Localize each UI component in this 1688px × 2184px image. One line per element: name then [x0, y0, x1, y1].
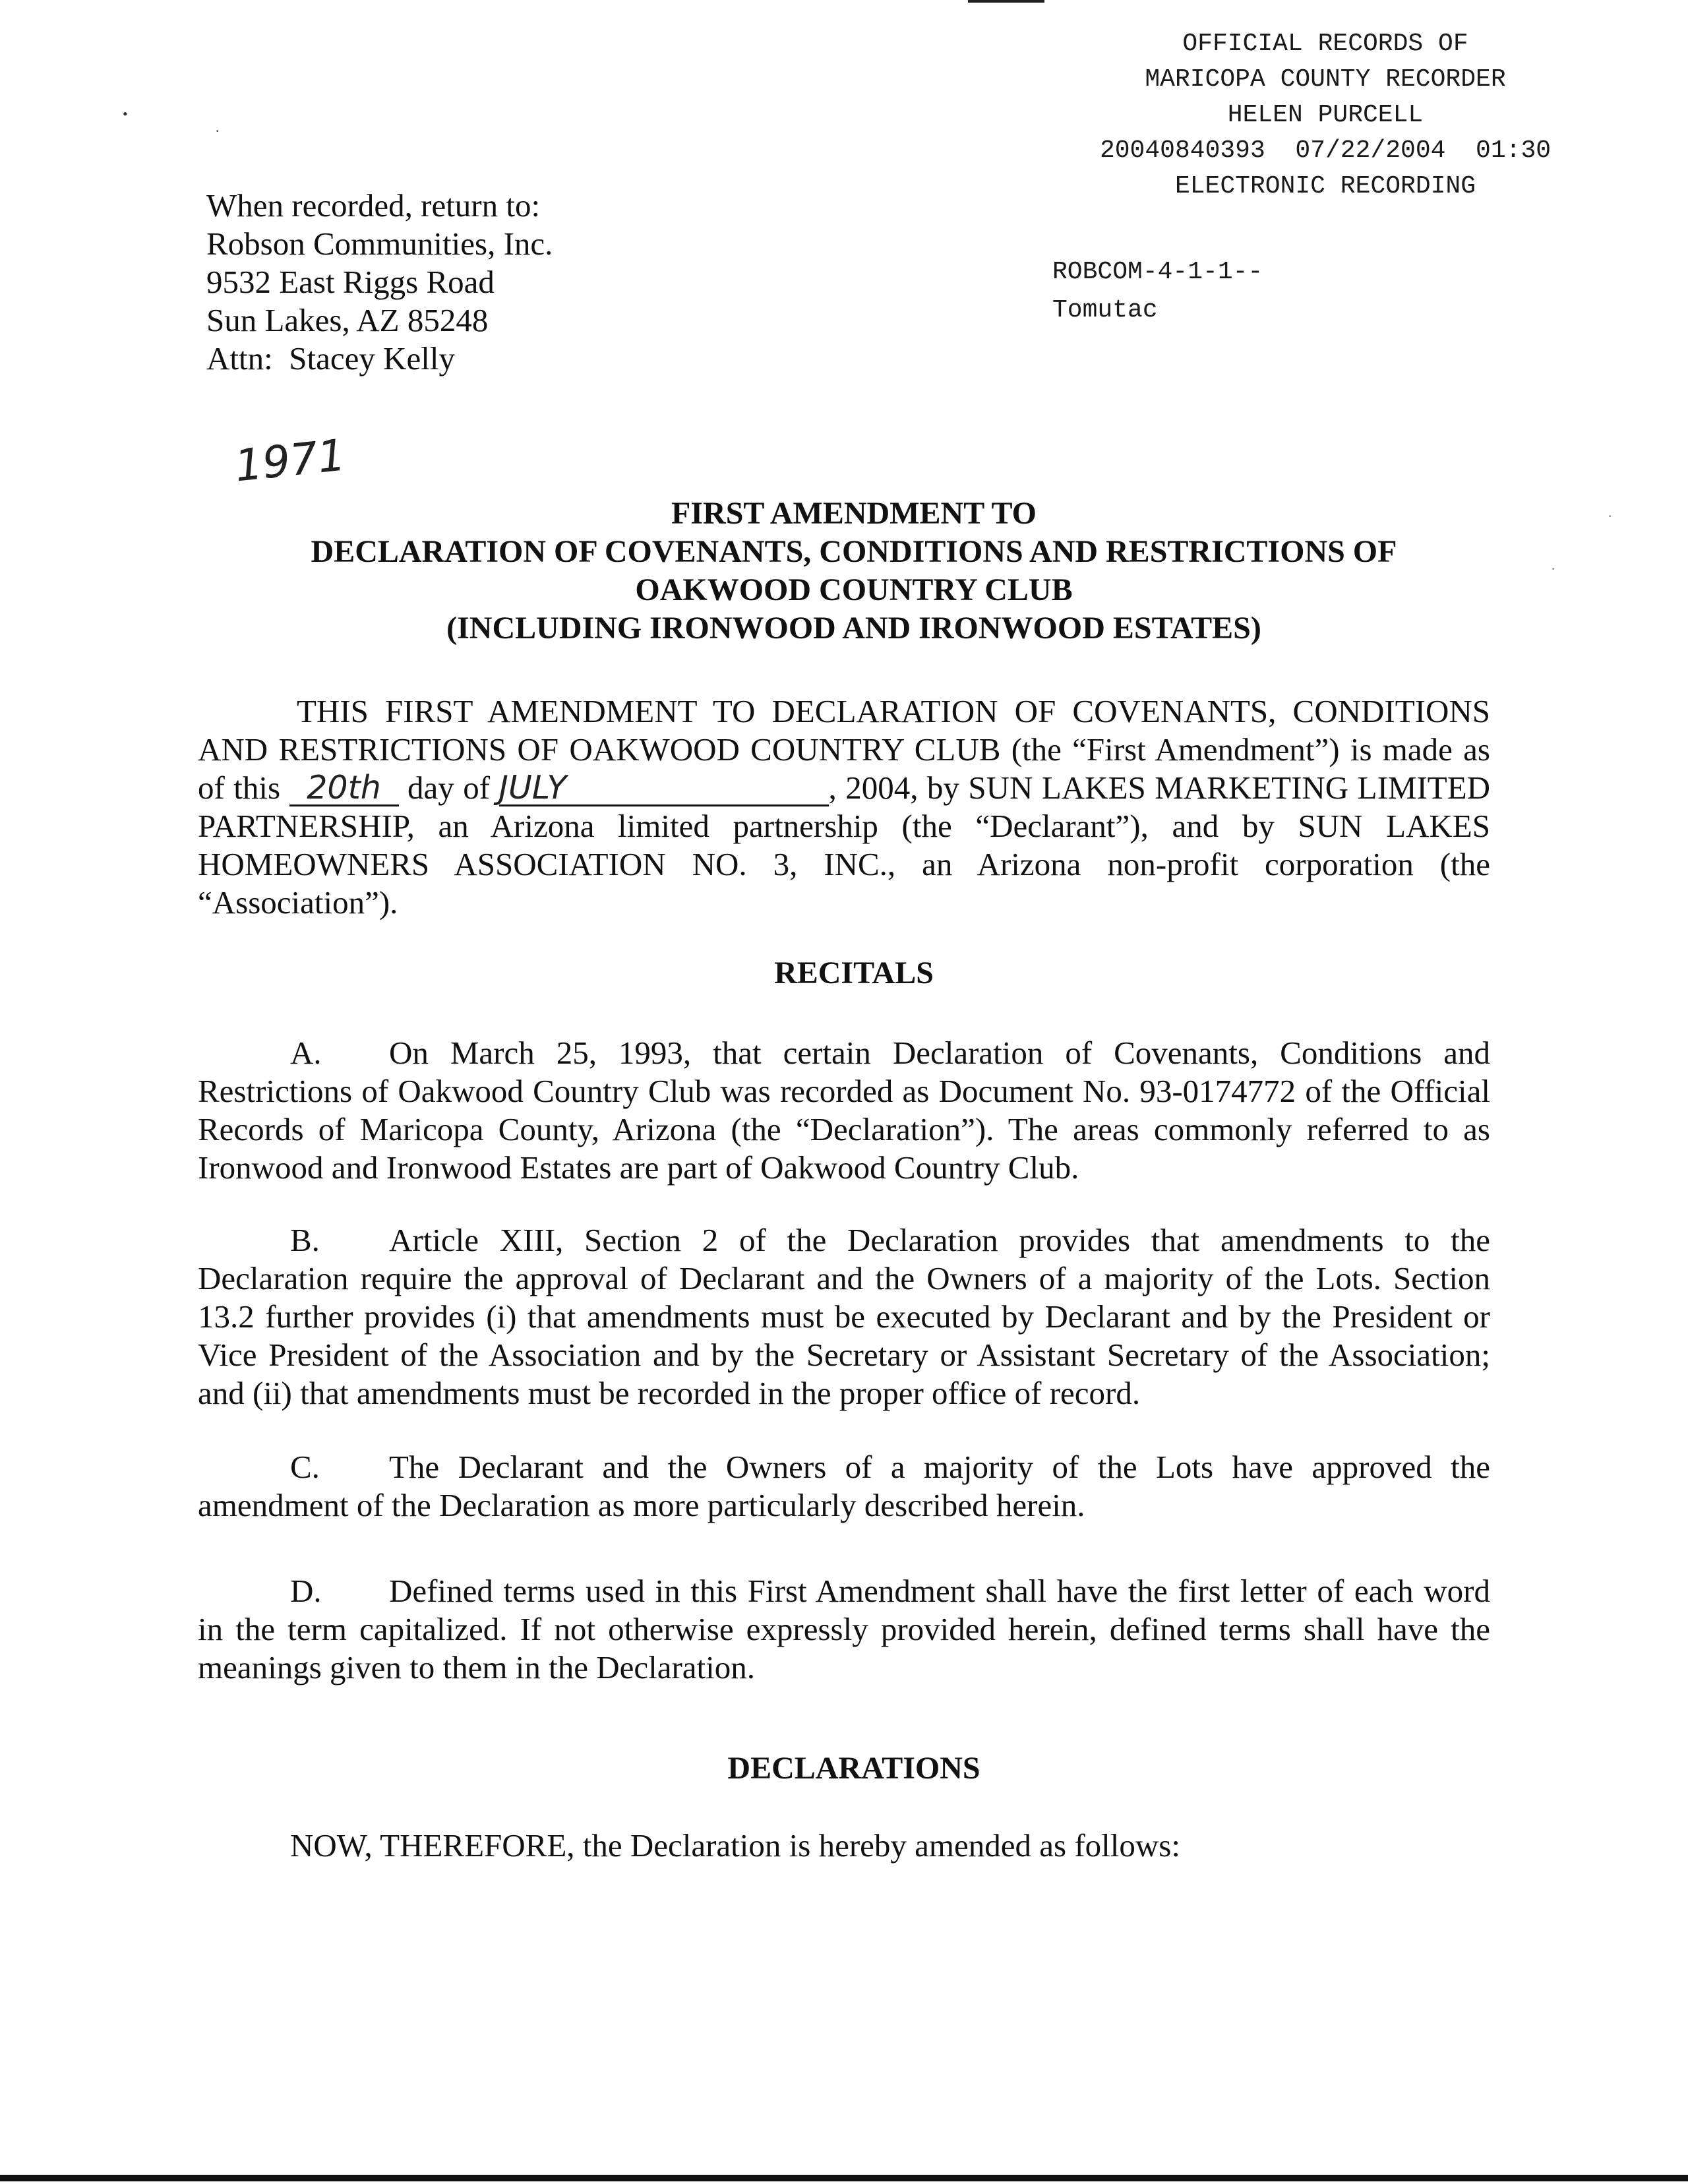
intro-text-2: day of — [407, 770, 491, 806]
recital-d — [198, 1572, 1490, 1687]
day-blank: 20th — [289, 772, 399, 806]
scan-speck: · — [1551, 561, 1556, 577]
return-address — [206, 187, 553, 378]
recital-b — [198, 1221, 1490, 1412]
declarations-paragraph — [198, 1827, 1490, 1865]
recital-letter: A. — [290, 1035, 322, 1071]
recorder-stamp — [1029, 26, 1622, 204]
recital-letter: B. — [290, 1222, 320, 1258]
recital-text: Article XIII, Section 2 of the Declaration provides that amendments to the Declaration require the approval of Declarant and the Owners of a majority of the Lots. Section 13.2 further provides (i) that amendments must be executed by Declarant and by the President or Vice President of the Association and by the Secretary or Assistant Secretary of the Association; and (ii) that amendments must be recorded in the proper office of record. — [198, 1222, 1490, 1411]
scan-speck: • — [123, 106, 128, 122]
intro-text-3: , 2004, by SUN LAKES MARKETING LIMITED PARTNERSHIP, an Arizona limited partnership (the “Declarant”), and by SUN LAKES HOMEOWNERS ASSOCIATION NO. 3, INC., an Arizona non-profit corporation (the “Association”). — [198, 770, 1491, 921]
title-line: OAKWOOD COUNTRY CLUB — [635, 572, 1073, 607]
recorder-line: HELEN PURCELL — [1227, 101, 1424, 129]
return-line: When recorded, return to: — [206, 187, 541, 224]
declarations-text: NOW, THEREFORE, the Declaration is hereby amended as follows: — [290, 1827, 1180, 1864]
return-line: Attn: Stacey Kelly — [206, 340, 455, 377]
scan-speck: · — [215, 123, 220, 139]
title-line: (INCLUDING IRONWOOD AND IRONWOOD ESTATES) — [446, 611, 1261, 646]
intro-text-1: THIS FIRST AMENDMENT TO DECLARATION OF COVENANTS, CONDITIONS AND RESTRICTIONS OF OAKWOOD COUNTRY CLUB (the “First Amendment”) is made as of this — [198, 693, 1490, 806]
recital-letter: D. — [290, 1573, 322, 1609]
document-code: ROBCOM-4-1-1-- — [1052, 258, 1263, 286]
handwritten-number: 1971 — [232, 429, 348, 492]
return-line: Robson Communities, Inc. — [206, 226, 553, 262]
document-title — [198, 495, 1510, 648]
document-code-2: Tomutac — [1052, 296, 1158, 324]
recorder-line: ELECTRONIC RECORDING — [1174, 172, 1476, 200]
scan-speck: · — [1608, 508, 1613, 524]
scan-bottom-edge — [0, 2175, 1688, 2181]
recital-text: Defined terms used in this First Amendment shall have the first letter of each word in the term capitalized. If not otherwise expressly provided herein, defined terms shall have the meanings given to them in the Declaration. — [198, 1573, 1490, 1685]
recording-number-date: 20040840393 07/22/2004 01:30 — [1099, 136, 1552, 165]
declarations-heading: DECLARATIONS — [727, 1751, 980, 1786]
scan-top-mark — [968, 0, 1044, 3]
recital-text: The Declarant and the Owners of a majority of the Lots have approved the amendment of the Declaration as more particularly described herein. — [198, 1449, 1490, 1523]
recital-a — [198, 1034, 1490, 1187]
intro-paragraph — [198, 692, 1490, 922]
return-line: Sun Lakes, AZ 85248 — [206, 302, 489, 338]
return-line: 9532 East Riggs Road — [206, 264, 495, 300]
recital-c — [198, 1448, 1490, 1525]
recital-text: On March 25, 1993, that certain Declaration of Covenants, Conditions and Restrictions of Oakwood Country Club was recorded as Document No. 93-0174772 of the Official Records of Maricopa County, Arizona (the “Declaration”). The areas commonly referred to as Ironwood and Ironwood Estates are part of Oakwood Country Club. — [198, 1035, 1490, 1186]
recorder-line: OFFICIAL RECORDS OF — [1182, 30, 1468, 58]
title-line: DECLARATION OF COVENANTS, CONDITIONS AND RESTRICTIONS OF — [311, 534, 1397, 569]
title-line: FIRST AMENDMENT TO — [671, 496, 1037, 531]
recorder-line: MARICOPA COUNTY RECORDER — [1145, 65, 1506, 94]
recitals-heading: RECITALS — [774, 956, 934, 990]
document-code-block — [1052, 253, 1263, 330]
recital-letter: C. — [290, 1449, 320, 1485]
month-blank: JULY — [499, 772, 829, 806]
